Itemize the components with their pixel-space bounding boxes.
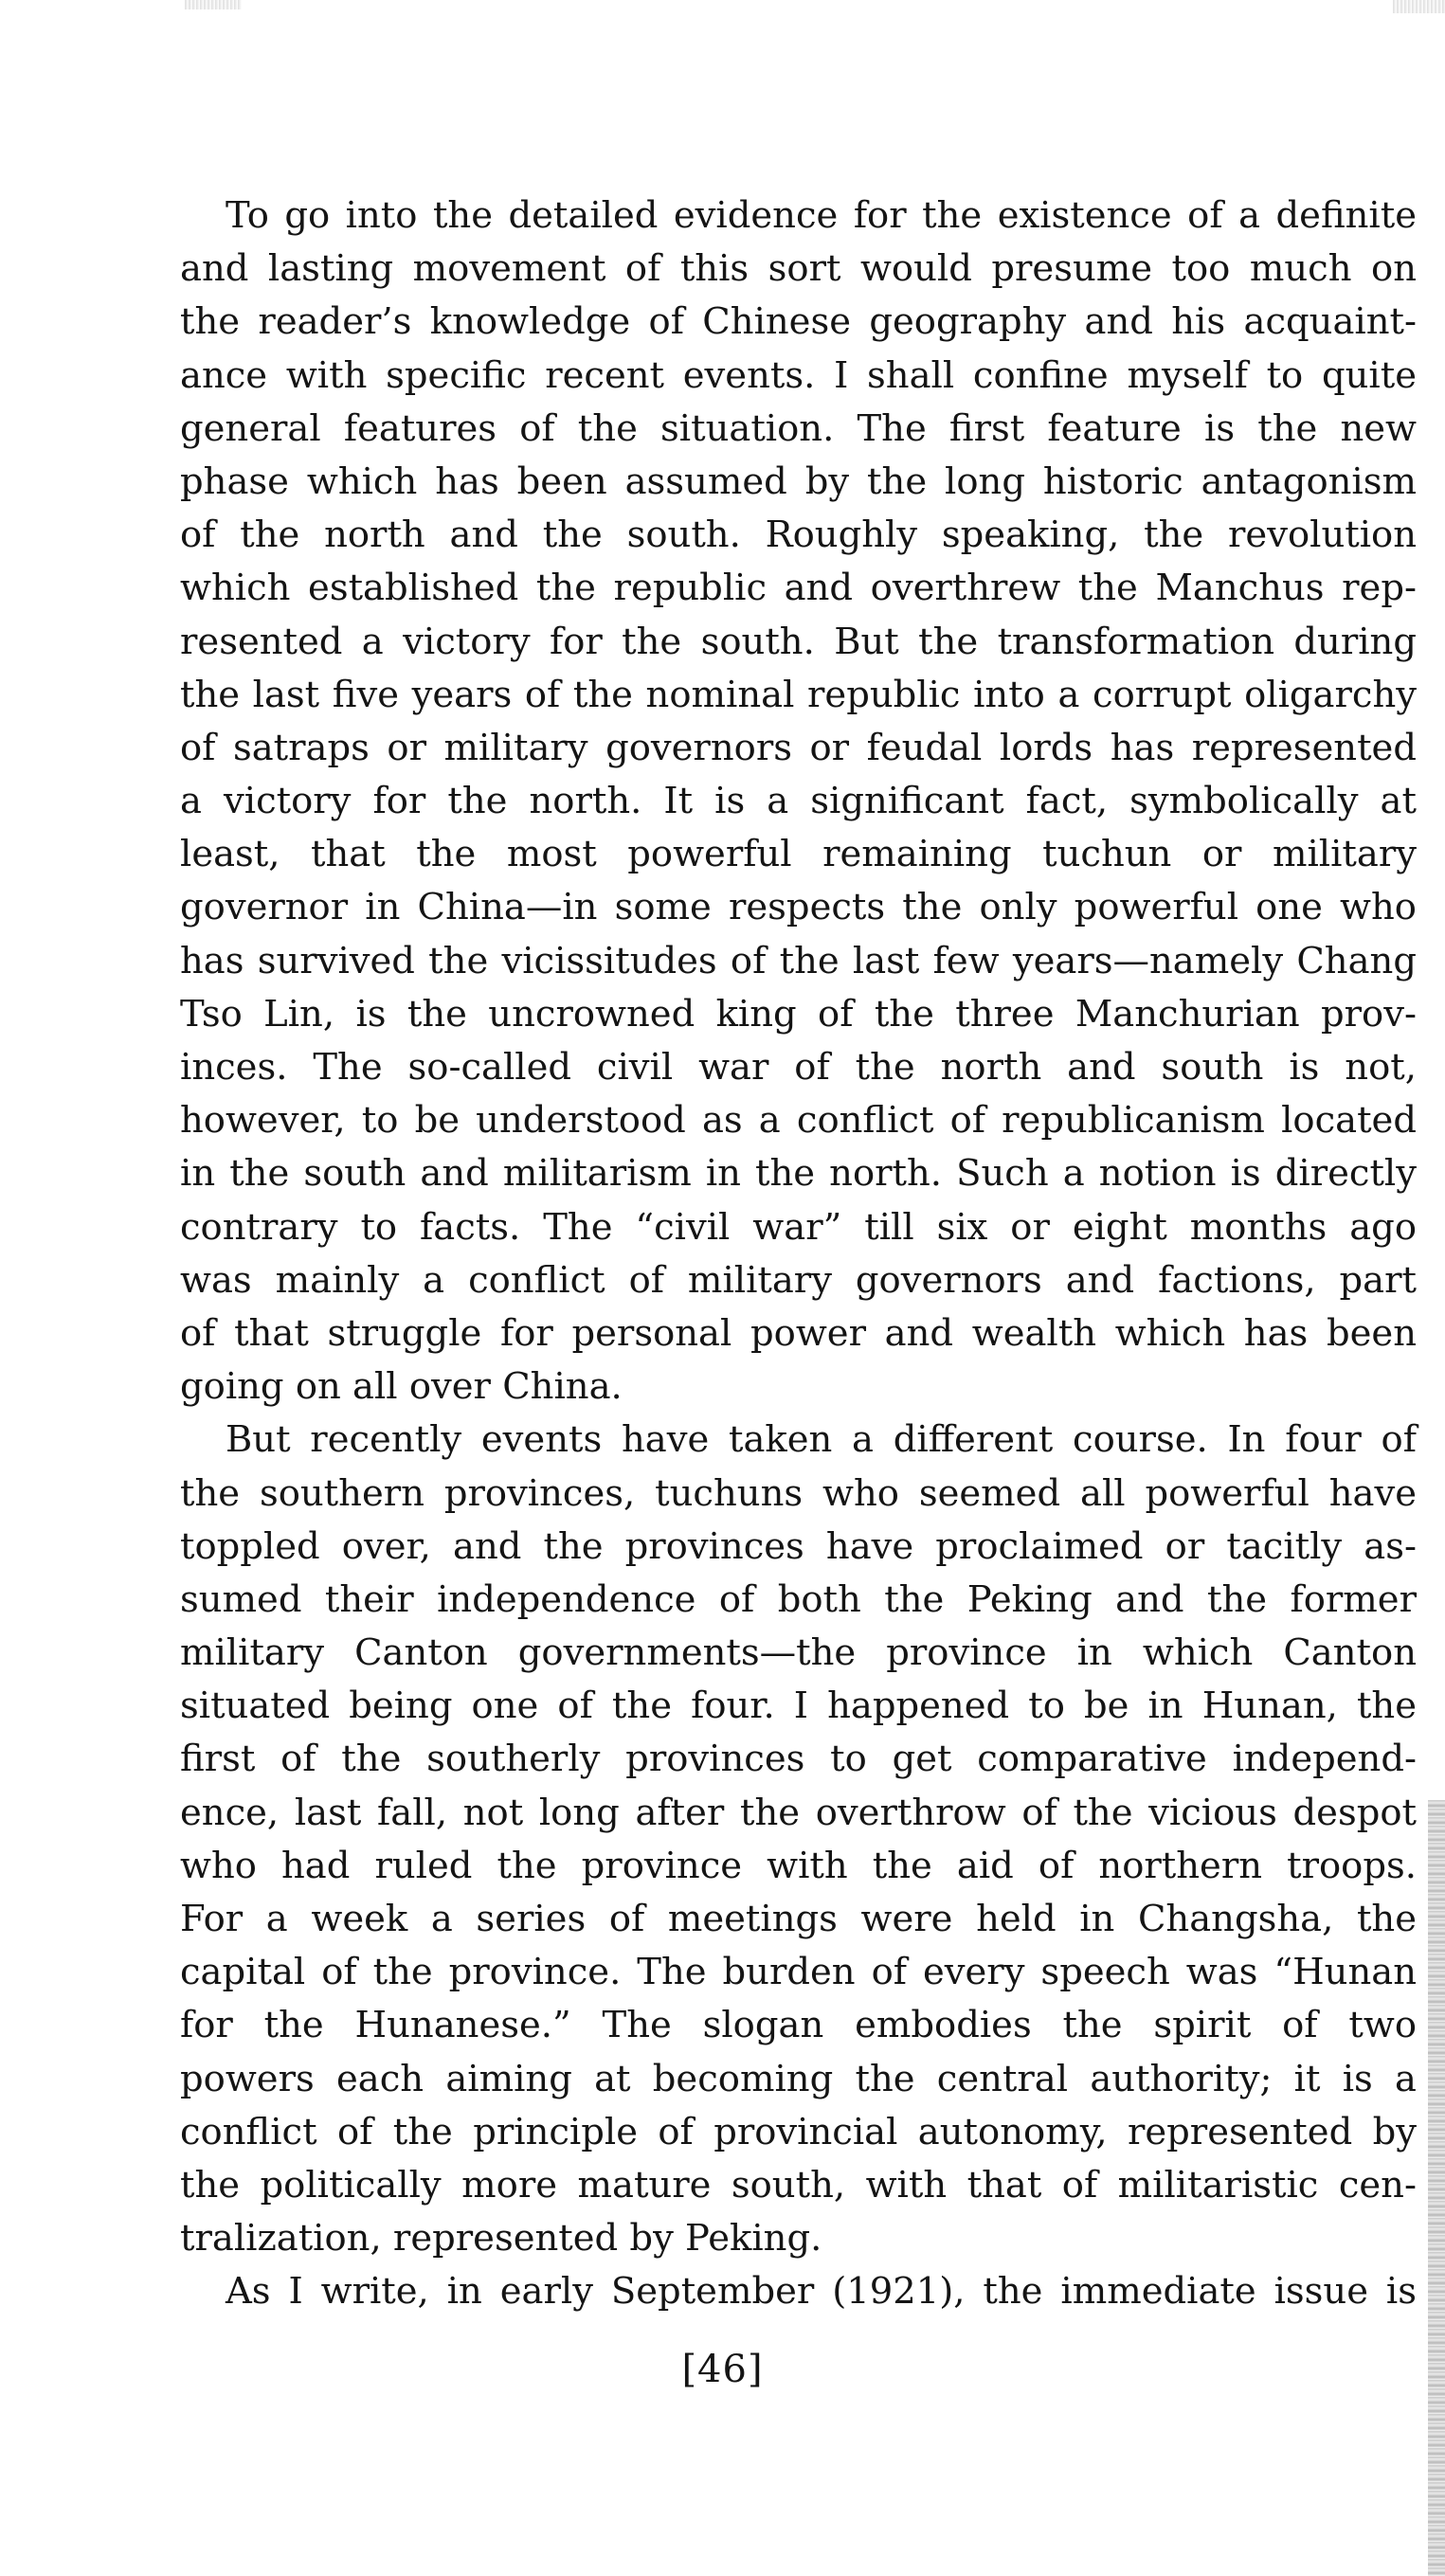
text-line: in the south and militarism in the north. Such a notion is directly [180, 1152, 1417, 1196]
scan-speck [1393, 0, 1445, 13]
text-line: As I write, in early September (1921), the immediate issue is [226, 2270, 1417, 2314]
text-line: the southern provinces, tuchuns who seemed all powerful have [180, 1471, 1417, 1515]
text-line: powers each aiming at becoming the central authority; it is a [180, 2057, 1417, 2100]
text-line: of satraps or military governors or feudal lords has represented [180, 726, 1417, 769]
text-line: first of the southerly provinces to get comparative independ- [180, 1738, 1417, 1781]
text-line: of that struggle for personal power and wealth which has been [180, 1311, 1417, 1355]
text-line: and lasting movement of this sort would presume too much on [180, 247, 1417, 291]
text-line: the politically more mature south, with that of militaristic cen- [180, 2163, 1417, 2207]
paragraph [180, 189, 1417, 1414]
text-line: was mainly a conflict of military governors and factions, part [180, 1258, 1417, 1302]
page-edge-shadow [1428, 1800, 1445, 2576]
text-line: which established the republic and overthrew the Manchus rep- [180, 567, 1417, 610]
text-line: military Canton governments—the province in which Canton [180, 1631, 1417, 1675]
text-line: Tso Lin, is the uncrowned king of the three Manchurian prov- [180, 992, 1417, 1036]
text-line: ance with specific recent events. I shall confine myself to quite [180, 353, 1417, 397]
paragraph [180, 1414, 1417, 2265]
text-line: contrary to facts. The “civil war” till six or eight months ago [180, 1205, 1417, 1249]
body-text [180, 189, 1417, 2319]
text-line: for the Hunanese.” The slogan embodies the spirit of two [180, 2004, 1417, 2047]
text-line: ence, last fall, not long after the overthrow of the vicious despot [180, 1791, 1417, 1834]
text-line: going on all over China. [180, 1365, 623, 1409]
text-line: however, to be understood as a conflict of republicanism located [180, 1099, 1417, 1143]
text-line: sumed their independence of both the Peking and the former [180, 1577, 1417, 1621]
text-line: who had ruled the province with the aid of northern troops. [180, 1844, 1417, 1887]
text-line: situated being one of the four. I happened to be in Hunan, the [180, 1684, 1417, 1728]
text-line: But recently events have taken a different course. In four of [226, 1418, 1417, 1462]
text-line: a victory for the north. It is a significant fact, symbolically at [180, 780, 1417, 823]
text-line: governor in China—in some respects the only powerful one who [180, 886, 1417, 929]
text-line: resented a victory for the south. But the transformation during [180, 620, 1417, 663]
text-line: tralization, represented by Peking. [180, 2217, 822, 2261]
text-line: To go into the detailed evidence for the existence of a definite [226, 194, 1417, 237]
text-line: least, that the most powerful remaining tuchun or military [180, 833, 1417, 876]
paragraph [180, 2265, 1417, 2318]
scan-speck [185, 0, 242, 9]
text-line: phase which has been assumed by the long historic antagonism [180, 459, 1417, 503]
page-number: [46] [681, 2348, 764, 2391]
text-line: the reader’s knowledge of Chinese geography and his acquaint- [180, 300, 1417, 344]
text-line: of the north and the south. Roughly speaking, the revolution [180, 513, 1417, 557]
text-line: general features of the situation. The first feature is the new [180, 406, 1417, 450]
text-line: has survived the vicissitudes of the last few years—namely Chang [180, 939, 1417, 982]
text-line: conflict of the principle of provincial autonomy, represented by [180, 2110, 1417, 2153]
text-line: For a week a series of meetings were held in Changsha, the [180, 1898, 1417, 1940]
text-line: capital of the province. The burden of every speech was “Hunan [180, 1951, 1417, 1994]
text-line: inces. The so-called civil war of the north and south is not, [180, 1046, 1417, 1089]
text-line: the last five years of the nominal republic into a corrupt oligarchy [180, 673, 1417, 716]
text-line: toppled over, and the provinces have proclaimed or tacitly as- [180, 1524, 1417, 1568]
